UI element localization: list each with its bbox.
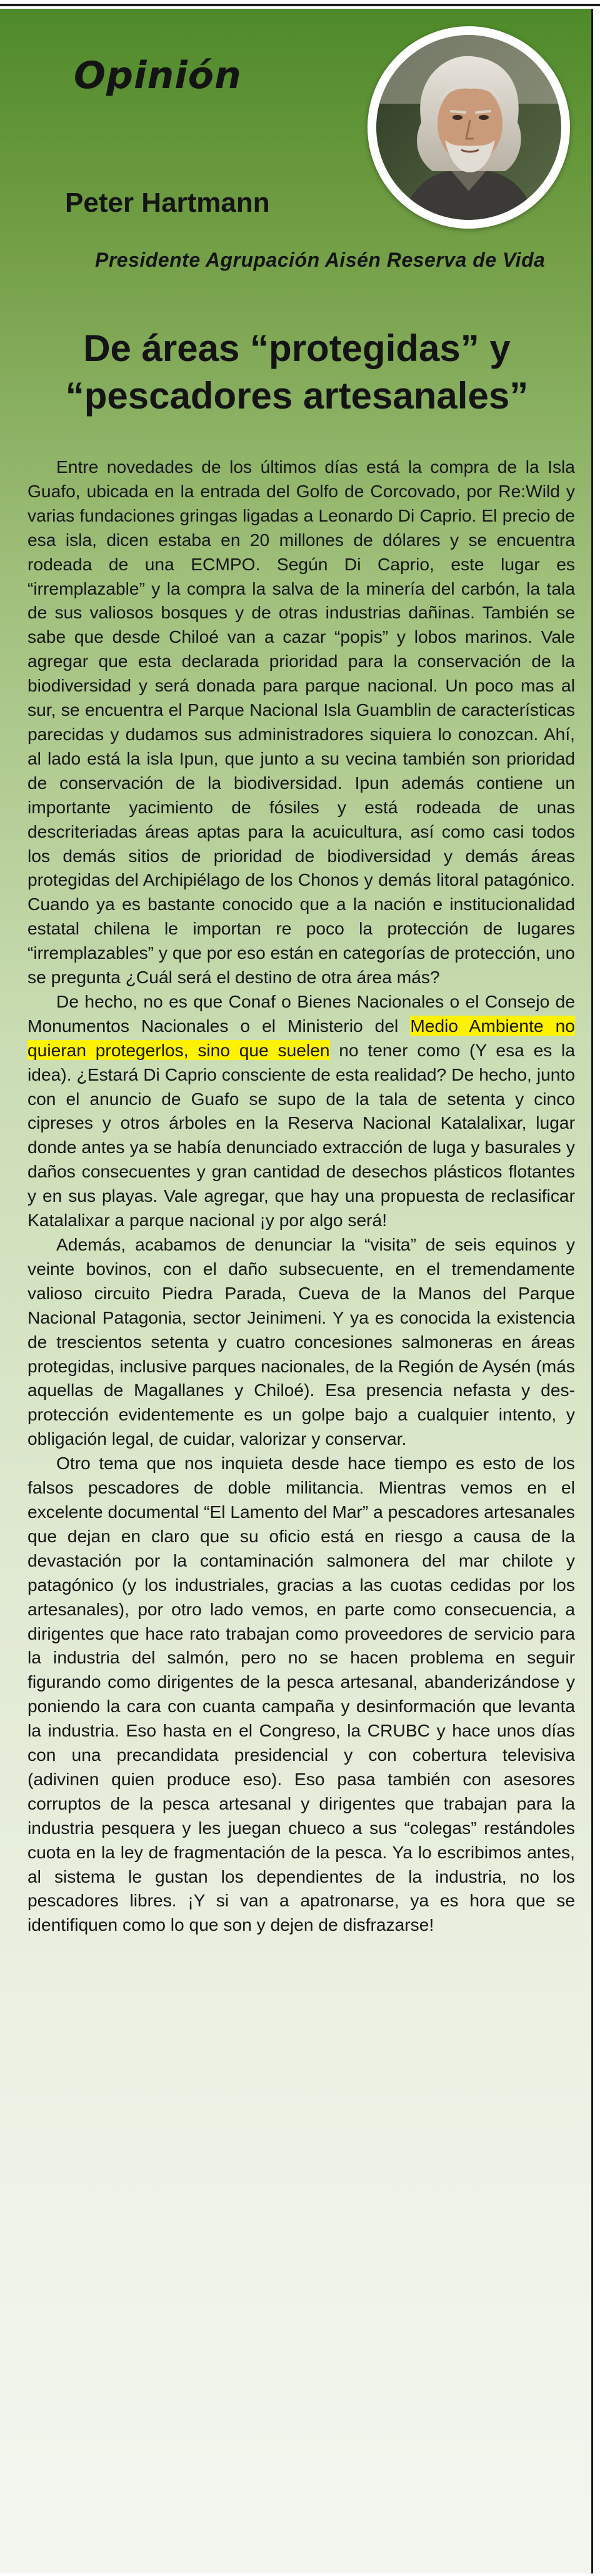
right-border [591, 9, 593, 2574]
top-border [0, 4, 600, 6]
highlighted-text: Medio Ambiente no quieran protegerlos, sino que suelen [28, 1015, 575, 1060]
headline-line-1: De áreas “protegidas” y [83, 327, 511, 369]
paragraph-2-start: De hecho, no es que Conaf o Bienes Nacionales o el Consejo de Monumentos Nacionales o el Ministerio del [28, 991, 575, 1036]
paragraph-2 [28, 989, 575, 1232]
paragraph-2-end: no tener como (Y esa es la idea). ¿Estará Di Caprio consciente de esta realidad? De hecho, junto con el anuncio de Guafo se supo de la tala de setenta y cinco cipreses y otros árboles en la Reserva Nacional Katalalixar, lugar donde antes ya se había denunciado extracción de luga y basurales y daños consecuentes y gran cantidad de desechos plásticos flotantes y en sus playas. Vale agregar, que hay una propuesta de reclasificar Katalalixar a parque nacional ¡y por algo será! [28, 1039, 575, 1231]
author-portrait-icon [376, 35, 561, 220]
author-role: Presidente Agrupación Aisén Reserva de Vida [95, 249, 546, 271]
article-body [28, 455, 575, 1937]
article-headline [38, 325, 556, 420]
section-label: Opinión [74, 54, 242, 97]
paragraph-3: Además, acabamos de denunciar la “visita” de seis equinos y veinte bovinos, con el daño subsecuente, en el tremendamente valioso circuito Piedra Parada, Cueva de la Manos del Parque Nacional Patagonia, sector Jeinimeni. Y ya es conocida la existencia de trescientos setenta y cuatro concesiones salmoneras en áreas protegidas, inclusive parques nacionales, de la Región de Aysén (más aquellas de Magallanes y Chiloé). Esa presencia nefasta y des-protección evidentemente es un golpe bajo a cualquier intento, y obligación legal, de cuidar, valorizar y conservar. [28, 1234, 575, 1449]
headline-line-2: “pescadores artesanales” [65, 375, 529, 417]
paragraph-4: Otro tema que nos inquieta desde hace tiempo es esto de los falsos pescadores de doble militancia. Mientras vemos en el excelente documental “El Lamento del Mar” a pescadores artesanales que dejan en claro que su oficio está en riesgo a causa de la devastación por la contaminación salmonera del mar chilote y patagónico (y los industriales, gracias a las cuotas cedidas por los artesanales), por otro lado vemos, en parte como consecuencia, a dirigentes que hace rato trabajan como proveedores de servicio para la industria del salmón, pero no se hacen problema en seguir figurando como dirigentes de la pesca artesanal, abanderizándose y poniendo la cara con cuanta campaña y desinformación que levanta la industria. Eso hasta en el Congreso, la CRUBC y hace unos días con una precandidata presidencial y con cobertura televisiva (adivinen quien produce eso). Eso pasa también con asesores corruptos de la pesca artesanal y dirigentes que trabajan para la industria pesquera y les juegan chueco a sus “colegas” restándoles cuota en la ley de fragmentación de la pesca. Ya lo escribimos antes, al sistema le gustan los dependientes de la industria, no los pescadores libres. ¡Y si van a apatronarse, ya es hora que se identifiquen como lo que son y dejen de disfrazarse! [28, 1453, 575, 1935]
author-photo [368, 26, 570, 229]
paragraph-1: Entre novedades de los últimos días está la compra de la Isla Guafo, ubicada en la entrada del Golfo de Corcovado, por Re:Wild y varias fundaciones gringas ligadas a Leonardo Di Caprio. El precio de esa isla, dicen estaba en 20 millones de dólares y se encuentra rodeada de una ECMPO. Según Di Caprio, este lugar es “irremplazable” y la compra la salva de la minería del carbón, la tala de sus valiosos bosques y de otras industrias dañinas. También se sabe que desde Chiloé van a cazar “popis” y lobos marinos. Vale agregar que esta declarada prioridad para la conservación de la biodiversidad y será donada para parque nacional. Un poco mas al sur, se encuentra el Parque Nacional Isla Guamblin de características parecidas y dudamos sus administradores siquiera lo conozcan. Ahí, al lado está la isla Ipun, que junto a su vecina también son prioridad de conservación de la biodiversidad. Ipun además contiene un importante yacimiento de fósiles y está rodeada de unas descriteriadas áreas aptas para la acuicultura, así como casi todos los demás sitios de prioridad de biodiversidad y demás áreas protegidas del Archipiélago de los Chonos y demás litoral patagónico. Cuando ya es bastante conocido que a la nación e institucionalidad estatal chilena le importan re poco la protección de lugares “irremplazables” y que por eso están en categorías de protección, uno se pregunta ¿Cuál será el destino de otra área más? [28, 457, 575, 988]
author-name: Peter Hartmann [65, 187, 270, 218]
